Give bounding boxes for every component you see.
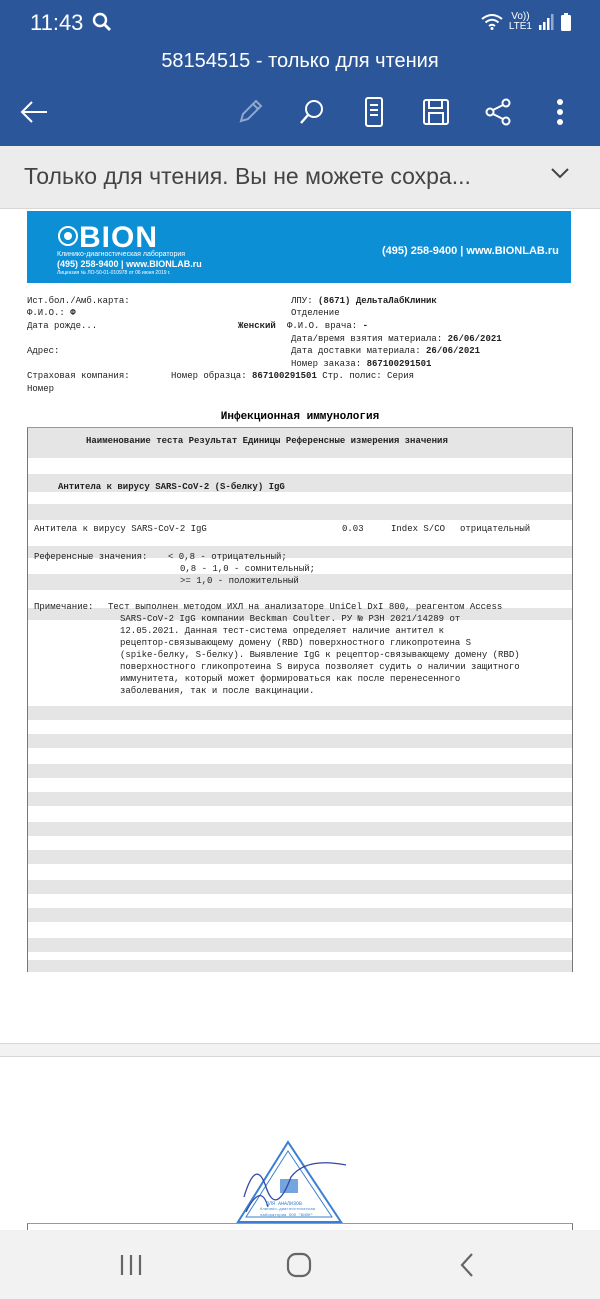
search-icon[interactable] xyxy=(296,96,328,128)
result-test-name: Антитела к вирусу SARS-CoV-2 IgG xyxy=(34,524,207,534)
card-label: Ист.бол./Амб.карта: xyxy=(27,296,130,306)
reference-line-2: 0,8 - 1,0 - сомнительный; xyxy=(180,564,316,574)
status-icons xyxy=(481,12,572,32)
back-arrow-icon[interactable] xyxy=(18,96,50,128)
edit-pencil-icon[interactable] xyxy=(234,96,266,128)
lab-stamp xyxy=(236,1137,356,1237)
read-only-banner[interactable] xyxy=(0,146,600,209)
note-line-8: заболевания, так и после вакцинации. xyxy=(120,686,315,696)
wifi-icon xyxy=(481,14,503,30)
home-icon[interactable] xyxy=(279,1250,319,1280)
doctor-field: Ф.И.О. врача: - xyxy=(287,321,369,331)
toolbar xyxy=(0,90,600,134)
reference-line-1: < 0,8 - отрицательный; xyxy=(168,552,287,562)
battery-icon xyxy=(560,13,572,31)
stamp-line-2: Клинико-диагностическая xyxy=(260,1208,316,1212)
delivery-date-field: Дата доставки материала: 26/06/2021 xyxy=(291,346,481,356)
reference-label: Референсные значения: xyxy=(34,552,148,562)
recents-icon[interactable] xyxy=(111,1250,151,1280)
lab-logo-banner xyxy=(27,211,571,283)
reference-line-3: >= 1,0 - положительный xyxy=(180,576,299,586)
fio-label: Ф.И.О.: Ф xyxy=(27,308,76,318)
note-line-1: Тест выполнен методом ИХЛ на анализаторе UniCel DxI 800, реагентом Access xyxy=(108,602,503,612)
app-bar xyxy=(0,0,600,146)
sample-number: Номер образца: 867100291501 Стр. полис: Серия xyxy=(171,371,415,381)
status-time: 11:43 xyxy=(30,10,84,35)
document-page-1 xyxy=(0,208,600,1044)
number-label: Номер xyxy=(27,384,55,394)
note-line-7: иммунитета, который может формироваться как после перенесенного xyxy=(120,674,461,684)
save-icon[interactable] xyxy=(420,96,452,128)
gender-value: Женский xyxy=(238,321,276,331)
order-number-field: Номер заказа: 867100291501 xyxy=(291,359,432,369)
system-nav-bar xyxy=(0,1230,600,1299)
more-vert-icon[interactable] xyxy=(544,96,576,128)
result-conclusion: отрицательный xyxy=(460,524,531,534)
insurance-label: Страховая компания: xyxy=(27,371,130,381)
chevron-down-icon[interactable] xyxy=(550,166,570,185)
lab-phone-site: (495) 258-9400 | www.BIONLAB.ru xyxy=(57,259,202,269)
note-label: Примечание: xyxy=(34,602,94,612)
note-line-5: (spike-белку, S-белку). Выявление IgG к рецептор-связывающему домену (RBD) xyxy=(120,650,520,660)
result-units: Index S/CO xyxy=(391,524,446,534)
status-search-icon xyxy=(92,12,112,37)
lab-subtitle: Клинико-диагностическая лаборатория xyxy=(57,251,186,258)
document-title: 58154515 - только для чтения xyxy=(161,50,439,72)
signal-icon xyxy=(538,14,554,30)
note-line-6: поверхностного гликопротеина S вируса позволяет судить о наличии защитного xyxy=(120,662,520,672)
lab-license: Лицензия № ЛО-50-01-010978 от 06 июня 2019 г. xyxy=(57,270,171,276)
share-icon[interactable] xyxy=(482,96,514,128)
section-title: Инфекционная иммунология xyxy=(220,411,380,423)
note-line-3: 12.05.2021. Данная тест-система определяет наличие антител к xyxy=(120,626,445,636)
note-line-4: рецептор-связывающему домену (RBD) поверхностного гликопротеина S xyxy=(120,638,472,648)
result-value: 0.03 xyxy=(342,524,364,534)
note-line-2: SARS-CoV-2 IgG компании Beckman Coulter. РУ № РЗН 2021/14289 от xyxy=(120,614,461,624)
bion-logo-icon xyxy=(57,225,79,247)
document-page-2 xyxy=(0,1056,600,1238)
lab-logo-name: BION xyxy=(79,221,158,254)
results-table xyxy=(27,427,573,972)
lpu-field: ЛПУ: (8671) ДельтаЛабКлиник xyxy=(291,296,437,306)
banner-text: Только для чтения. Вы не можете сохра... xyxy=(24,163,471,189)
mobile-view-icon[interactable] xyxy=(358,96,390,128)
table-header: Наименование теста Результат Единицы Референсные измерения значения xyxy=(86,436,448,446)
stamp-line-1: ДЛЯ АНАЛИЗОВ xyxy=(266,1201,303,1207)
dob-label: Дата рожде... xyxy=(27,321,98,331)
department-label: Отделение xyxy=(291,308,340,318)
address-label: Адрес: xyxy=(27,346,60,356)
lab-contact: (495) 258-9400 | www.BIONLAB.ru xyxy=(382,245,559,257)
network-type: Vo)) LTE1 xyxy=(508,11,532,32)
nav-back-icon[interactable] xyxy=(447,1250,487,1280)
taken-date-field: Дата/время взятия материала: 26/06/2021 xyxy=(291,334,502,344)
test-group-title: Антитела к вирусу SARS-CoV-2 (S-белку) IgG xyxy=(58,482,285,492)
stamp-line-3: лаборатория ООО "БИОН" xyxy=(260,1214,313,1218)
